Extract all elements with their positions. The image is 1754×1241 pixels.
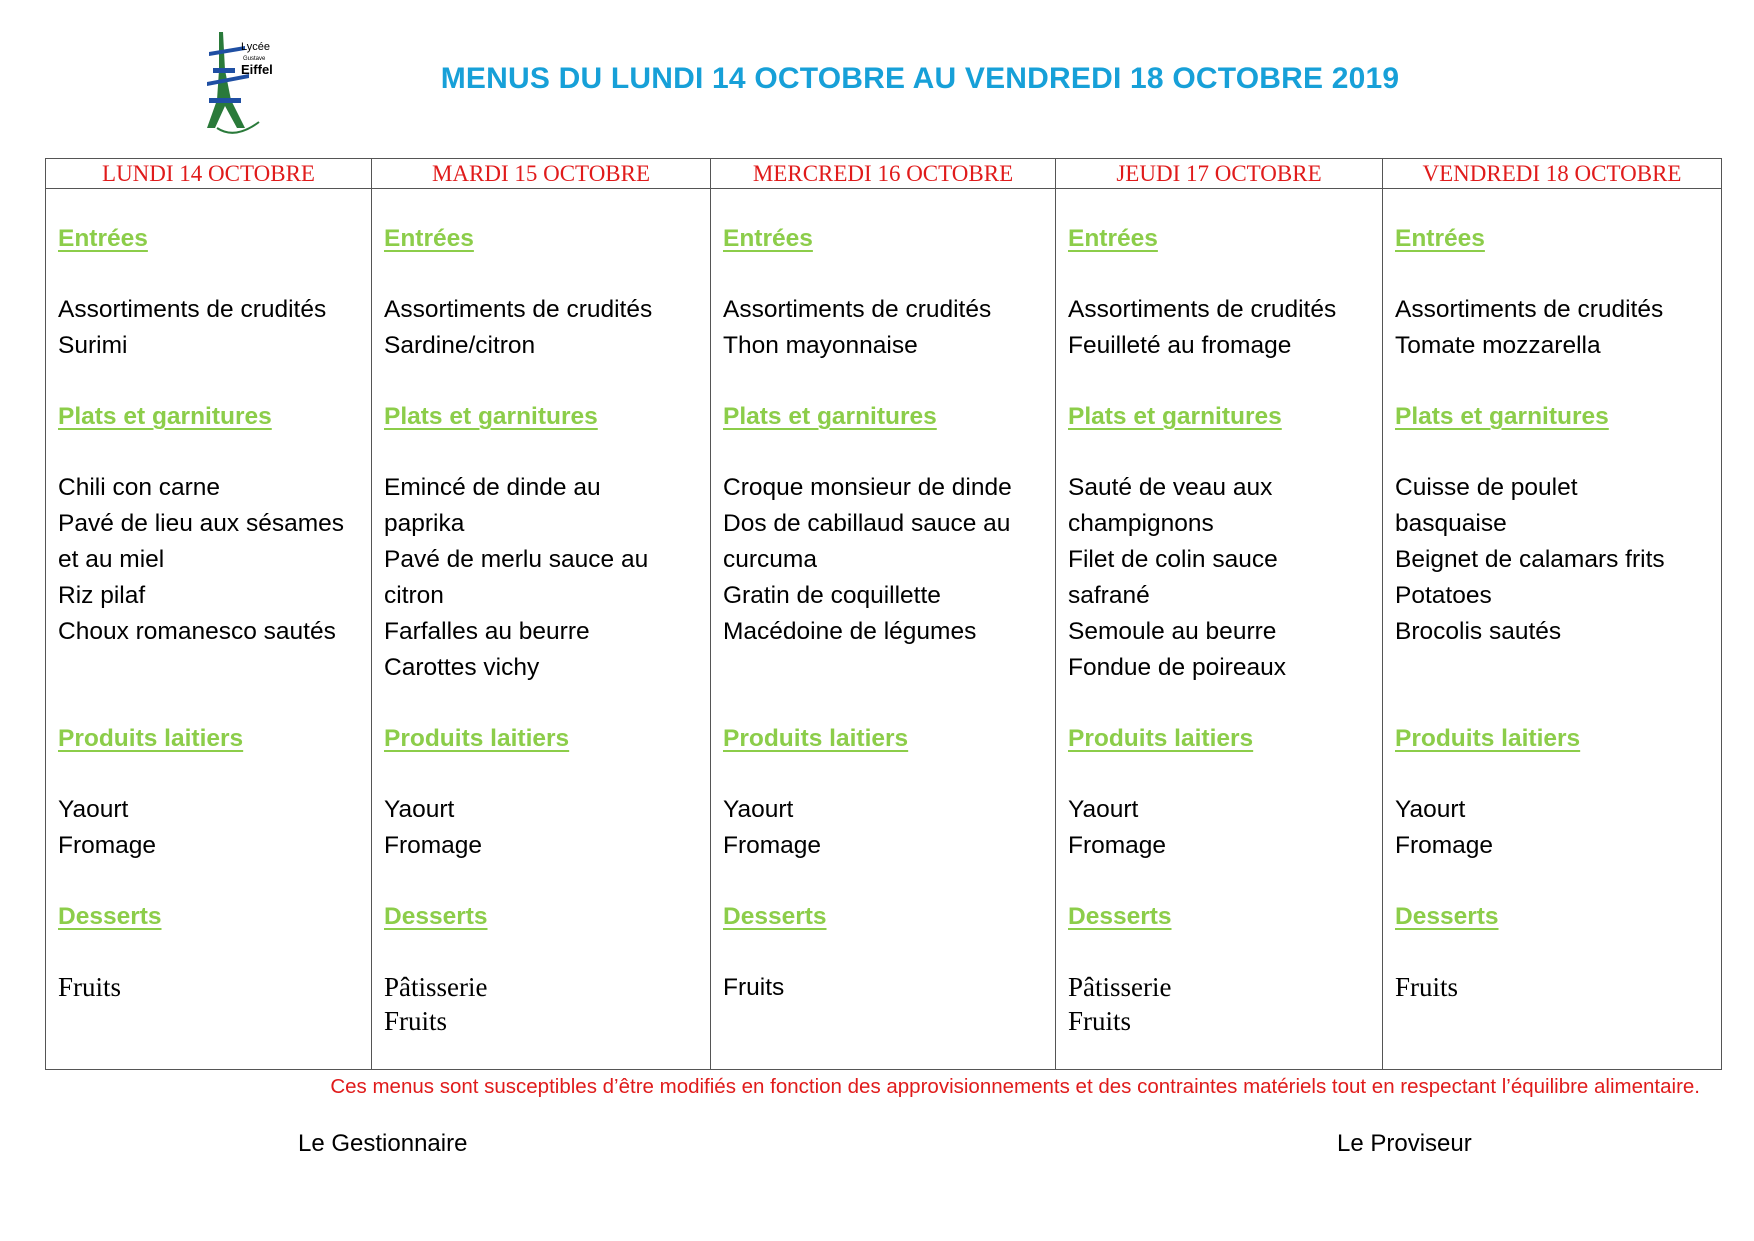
menu-item: Yaourt <box>723 796 794 823</box>
menu-item: Fromage <box>1395 832 1494 859</box>
menu-item: Potatoes <box>1395 582 1492 609</box>
day-header-jeudi: JEUDI 17 OCTOBRE <box>1056 159 1383 189</box>
menu-item: et au miel <box>58 546 165 573</box>
section-title-entrees: Entrées <box>1395 225 1485 252</box>
day-header-mercredi: MERCREDI 16 OCTOBRE <box>711 159 1056 189</box>
menu-table <box>45 158 1722 1070</box>
menu-item: Yaourt <box>58 796 129 823</box>
menu-item: Fruits <box>723 974 785 1001</box>
menu-item: Fruits <box>1395 972 1459 1002</box>
menu-item: Assortiments de crudités <box>723 296 992 323</box>
page-title: MENUS DU LUNDI 14 OCTOBRE AU VENDREDI 18 OCTOBRE 2019 <box>440 62 1400 95</box>
entrees-list <box>1395 292 1721 364</box>
section-title-desserts: Desserts <box>723 903 827 930</box>
menu-item: Emincé de dinde au <box>384 474 601 501</box>
desserts-list <box>1068 970 1382 1038</box>
day-header-lundi: LUNDI 14 OCTOBRE <box>46 159 372 189</box>
menu-item: paprika <box>384 510 465 537</box>
menu-item: safrané <box>1068 582 1150 609</box>
menu-item: Fromage <box>1068 832 1167 859</box>
day-column-jeudi <box>1056 189 1383 1069</box>
menu-item: Fruits <box>1068 1006 1132 1036</box>
menu-item: Sardine/citron <box>384 332 536 359</box>
menu-item: Dos de cabillaud sauce au <box>723 510 1011 537</box>
menu-item: Macédoine de légumes <box>723 618 977 645</box>
menu-item: Brocolis sautés <box>1395 618 1562 645</box>
menu-item: Thon mayonnaise <box>723 332 918 359</box>
section-title-desserts: Desserts <box>58 903 162 930</box>
menu-item: Assortiments de crudités <box>384 296 653 323</box>
menu-item: Choux romanesco sautés <box>58 618 336 645</box>
section-title-plats: Plats et garnitures <box>58 403 272 430</box>
section-title-plats: Plats et garnitures <box>723 403 937 430</box>
menu-item: Feuilleté au fromage <box>1068 332 1292 359</box>
day-column-mardi <box>372 189 711 1069</box>
menu-item: Beignet de calamars frits <box>1395 546 1665 573</box>
menu-item: Fruits <box>58 972 122 1002</box>
desserts-list <box>1395 970 1721 1004</box>
section-title-desserts: Desserts <box>1395 903 1499 930</box>
day-column-vendredi <box>1383 189 1721 1069</box>
menu-item: Yaourt <box>1395 796 1466 823</box>
day-header-mardi: MARDI 15 OCTOBRE <box>372 159 711 189</box>
entrees-list <box>723 292 1055 364</box>
menu-item: Assortiments de crudités <box>1068 296 1337 323</box>
section-title-plats: Plats et garnitures <box>384 403 598 430</box>
section-title-desserts: Desserts <box>384 903 488 930</box>
menu-item: Tomate mozzarella <box>1395 332 1601 359</box>
day-column-mercredi <box>711 189 1056 1069</box>
menu-item: Fromage <box>723 832 822 859</box>
logo-text-1: Lycée <box>241 41 270 53</box>
entrees-list <box>58 292 371 364</box>
logo-text-2: Gustave <box>243 56 266 62</box>
section-title-entrees: Entrées <box>58 225 148 252</box>
desserts-list <box>384 970 710 1038</box>
menu-item: Fondue de poireaux <box>1068 654 1286 681</box>
laitiers-list <box>1068 792 1382 864</box>
plats-list <box>1395 470 1721 650</box>
menu-item: citron <box>384 582 444 609</box>
section-title-laitiers: Produits laitiers <box>1395 725 1581 752</box>
menu-item: Pavé de lieu aux sésames <box>58 510 344 537</box>
laitiers-list <box>723 792 1055 864</box>
menu-item: Pavé de merlu sauce au <box>384 546 649 573</box>
section-title-desserts: Desserts <box>1068 903 1172 930</box>
signature-gestionnaire: Le Gestionnaire <box>298 1130 468 1157</box>
menu-item: Chili con carne <box>58 474 221 501</box>
day-header-vendredi: VENDREDI 18 OCTOBRE <box>1383 159 1721 189</box>
section-title-entrees: Entrées <box>723 225 813 252</box>
menu-item: Assortiments de crudités <box>58 296 327 323</box>
plats-list <box>384 470 710 686</box>
menu-item: Semoule au beurre <box>1068 618 1277 645</box>
day-column-lundi <box>46 189 372 1069</box>
menu-item: Croque monsieur de dinde <box>723 474 1012 501</box>
menu-item: Gratin de coquillette <box>723 582 941 609</box>
menu-item: Filet de colin sauce <box>1068 546 1278 573</box>
signature-proviseur: Le Proviseur <box>1337 1130 1472 1157</box>
menu-item: Sauté de veau aux <box>1068 474 1273 501</box>
menu-item: Surimi <box>58 332 128 359</box>
section-title-laitiers: Produits laitiers <box>384 725 570 752</box>
desserts-list <box>723 970 1055 1006</box>
plats-list <box>723 470 1055 650</box>
laitiers-list <box>384 792 710 864</box>
menu-item: Farfalles au beurre <box>384 618 590 645</box>
menu-item: Carottes vichy <box>384 654 540 681</box>
section-title-laitiers: Produits laitiers <box>1068 725 1254 752</box>
section-title-entrees: Entrées <box>384 225 474 252</box>
menu-item: Yaourt <box>1068 796 1139 823</box>
plats-list <box>1068 470 1382 686</box>
disclaimer-notice: Ces menus sont susceptibles d’être modifiés en fonction des approvisionnements et des contraintes matériels tout en respectant l’équilibre alimentaire. <box>330 1075 1700 1098</box>
menu-item: Yaourt <box>384 796 455 823</box>
section-title-entrees: Entrées <box>1068 225 1158 252</box>
menu-item: Fruits <box>384 1006 448 1036</box>
menu-item: Pâtisserie <box>384 972 488 1002</box>
menu-item: Riz pilaf <box>58 582 146 609</box>
menu-item: Cuisse de poulet <box>1395 474 1578 501</box>
entrees-list <box>384 292 710 364</box>
menu-item: Fromage <box>384 832 483 859</box>
menu-item: champignons <box>1068 510 1214 537</box>
menu-item: Pâtisserie <box>1068 972 1172 1002</box>
logo-text-3: Eiffel <box>241 62 273 77</box>
menu-item: basquaise <box>1395 510 1507 537</box>
menu-item: Assortiments de crudités <box>1395 296 1664 323</box>
section-title-laitiers: Produits laitiers <box>723 725 909 752</box>
laitiers-list <box>58 792 371 864</box>
section-title-plats: Plats et garnitures <box>1395 403 1609 430</box>
laitiers-list <box>1395 792 1721 864</box>
entrees-list <box>1068 292 1382 364</box>
menu-item: curcuma <box>723 546 817 573</box>
section-title-laitiers: Produits laitiers <box>58 725 244 752</box>
desserts-list <box>58 970 371 1004</box>
plats-list <box>58 470 371 650</box>
section-title-plats: Plats et garnitures <box>1068 403 1282 430</box>
menu-item: Fromage <box>58 832 157 859</box>
